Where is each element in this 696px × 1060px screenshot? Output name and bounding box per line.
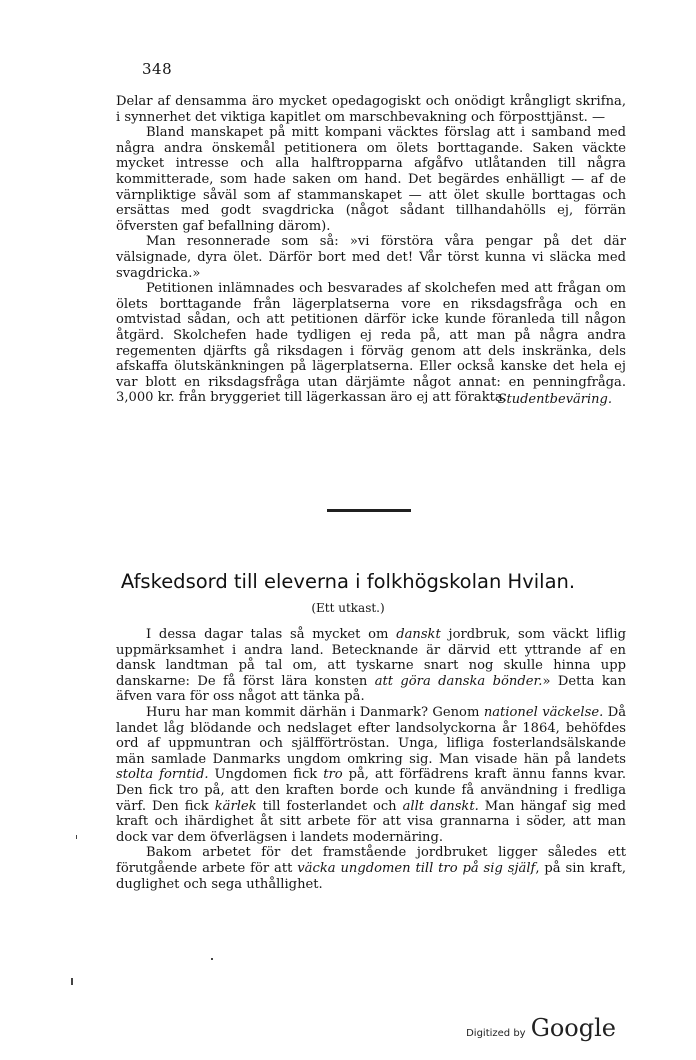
paragraph-3: Man resonnerade som så: »vi förstöra våra pengar på det där välsignade, dyra ölet. Därför bort med det! Vår törst kunna vi släcka med svagdricka.» xyxy=(116,234,626,281)
section-divider xyxy=(327,509,411,512)
digitized-label: Digitized by xyxy=(466,1028,526,1039)
paragraph-4: Petitionen inlämnades och besvarades af skolchefen med att frågan om ölets borttagande från lägerplatserna vore en riksdagsfråga och en omtvistad sådan, och att petitionen därför icke kunde föranleda till någon åtgärd. Skolchefen hade tydligen ej reda på, att man på några andra regementen djärfts gå riksdagen i förväg genom att dels inskränka, dels afskaffa ölutskänkningen på lägerplatserna. Eller också kanske det hela ej var blott en riksdagsfråga utan därjämte något annat: en penningfråga. 3,000 kr. från bryggeriet till lägerkassan äro ej att förakta. xyxy=(116,281,626,406)
emphasis: allt danskt. xyxy=(402,798,479,814)
emphasis: att göra danska bönder. xyxy=(374,673,543,689)
paragraph-2: Bland manskapet på mitt kompani väcktes förslag att i samband med några andra önskemål petitionera om ölets borttagande. Saken väckte mycket intresse och alla halftropparna afgåfvo utlåtanden till några kommitterade, som hade saken om hand. Det begärdes enhälligt — af de värnpliktige såväl som af stammanskapet — att ölet skulle borttagas och ersättas med godt svagdricka (något sådant tillhandahölls ej, förrän öfversten gaf befallning därom). xyxy=(116,125,626,234)
signature: Studentbeväring. xyxy=(497,391,612,407)
emphasis: tro xyxy=(323,767,343,783)
paragraph-1: Delar af densamma äro mycket opedagogiskt och onödigt krångligt skrifna, i synnerhet det viktiga kapitlet om marschbevakning och förposttjänst. — xyxy=(116,94,626,125)
paragraph-5 xyxy=(116,627,626,705)
text-run: Huru har man kommit därhän i Danmark? Genom xyxy=(146,704,484,720)
page-number: 348 xyxy=(142,60,173,78)
article-section-1 xyxy=(116,94,626,407)
text-run: I dessa dagar talas så mycket om xyxy=(146,627,397,642)
text-run: på, att förfädrens kraft ännu fanns kvar. Den fick tro på, att den kraften borde och kunde få användning i fredliga värf. Den fick xyxy=(116,767,626,814)
text-run: till fosterlandet och xyxy=(256,798,403,814)
scan-speck xyxy=(76,835,77,839)
digitized-by-google-watermark xyxy=(466,1014,616,1042)
scan-speck xyxy=(211,958,213,960)
section-title: Afskedsord till eleverna i folkhögskolan Hvilan. xyxy=(120,570,576,593)
text-run: Då landet låg blödande och nedslaget efter landsolyckorna år 1864, behöfdes ord af uppmuntran och själfförtröstan. Unga, lifliga fosterlandsälskande män samlade Danmarks ungdom omkring sig. Man visade hän på landets xyxy=(116,704,627,767)
text-run: Bakom arbetet för det framstående jordbruket ligger således ett förutgående arbete för att xyxy=(116,845,626,876)
emphasis: danskt xyxy=(396,627,441,642)
paragraph-6 xyxy=(116,705,626,845)
text-run: Ungdomen fick xyxy=(208,767,324,783)
text-run: Man hängaf sig med kraft och ihärdighet åt sitt arbete för att visa grannarna i söder, att man dock var dem öfverlägsen i landets modernäring. xyxy=(116,798,626,845)
emphasis: kärlek xyxy=(214,798,257,814)
text-run: jordbruk, som väckt liflig uppmärksamhet i andra land. Betecknande är därvid ett yttrande af en dansk landtman på tal om, att tyskarne snart nog skulle hinna upp danskarne: De få först lära konsten xyxy=(116,627,626,689)
scan-speck xyxy=(71,978,73,985)
emphasis: nationel väckelse. xyxy=(483,704,604,720)
text-run: » Detta kan äfven vara för oss något att tänka på. xyxy=(116,673,627,705)
paragraph-7 xyxy=(116,845,626,892)
google-wordmark: Google xyxy=(530,1014,616,1042)
emphasis: väcka ungdomen till tro på sig själf xyxy=(297,860,536,876)
section-subtitle: (Ett utkast.) xyxy=(311,601,385,615)
text-run: , på sin kraft, duglighet och sega uthållighet. xyxy=(116,860,626,892)
article-section-2 xyxy=(116,627,626,892)
emphasis: stolta forntid. xyxy=(116,767,209,783)
